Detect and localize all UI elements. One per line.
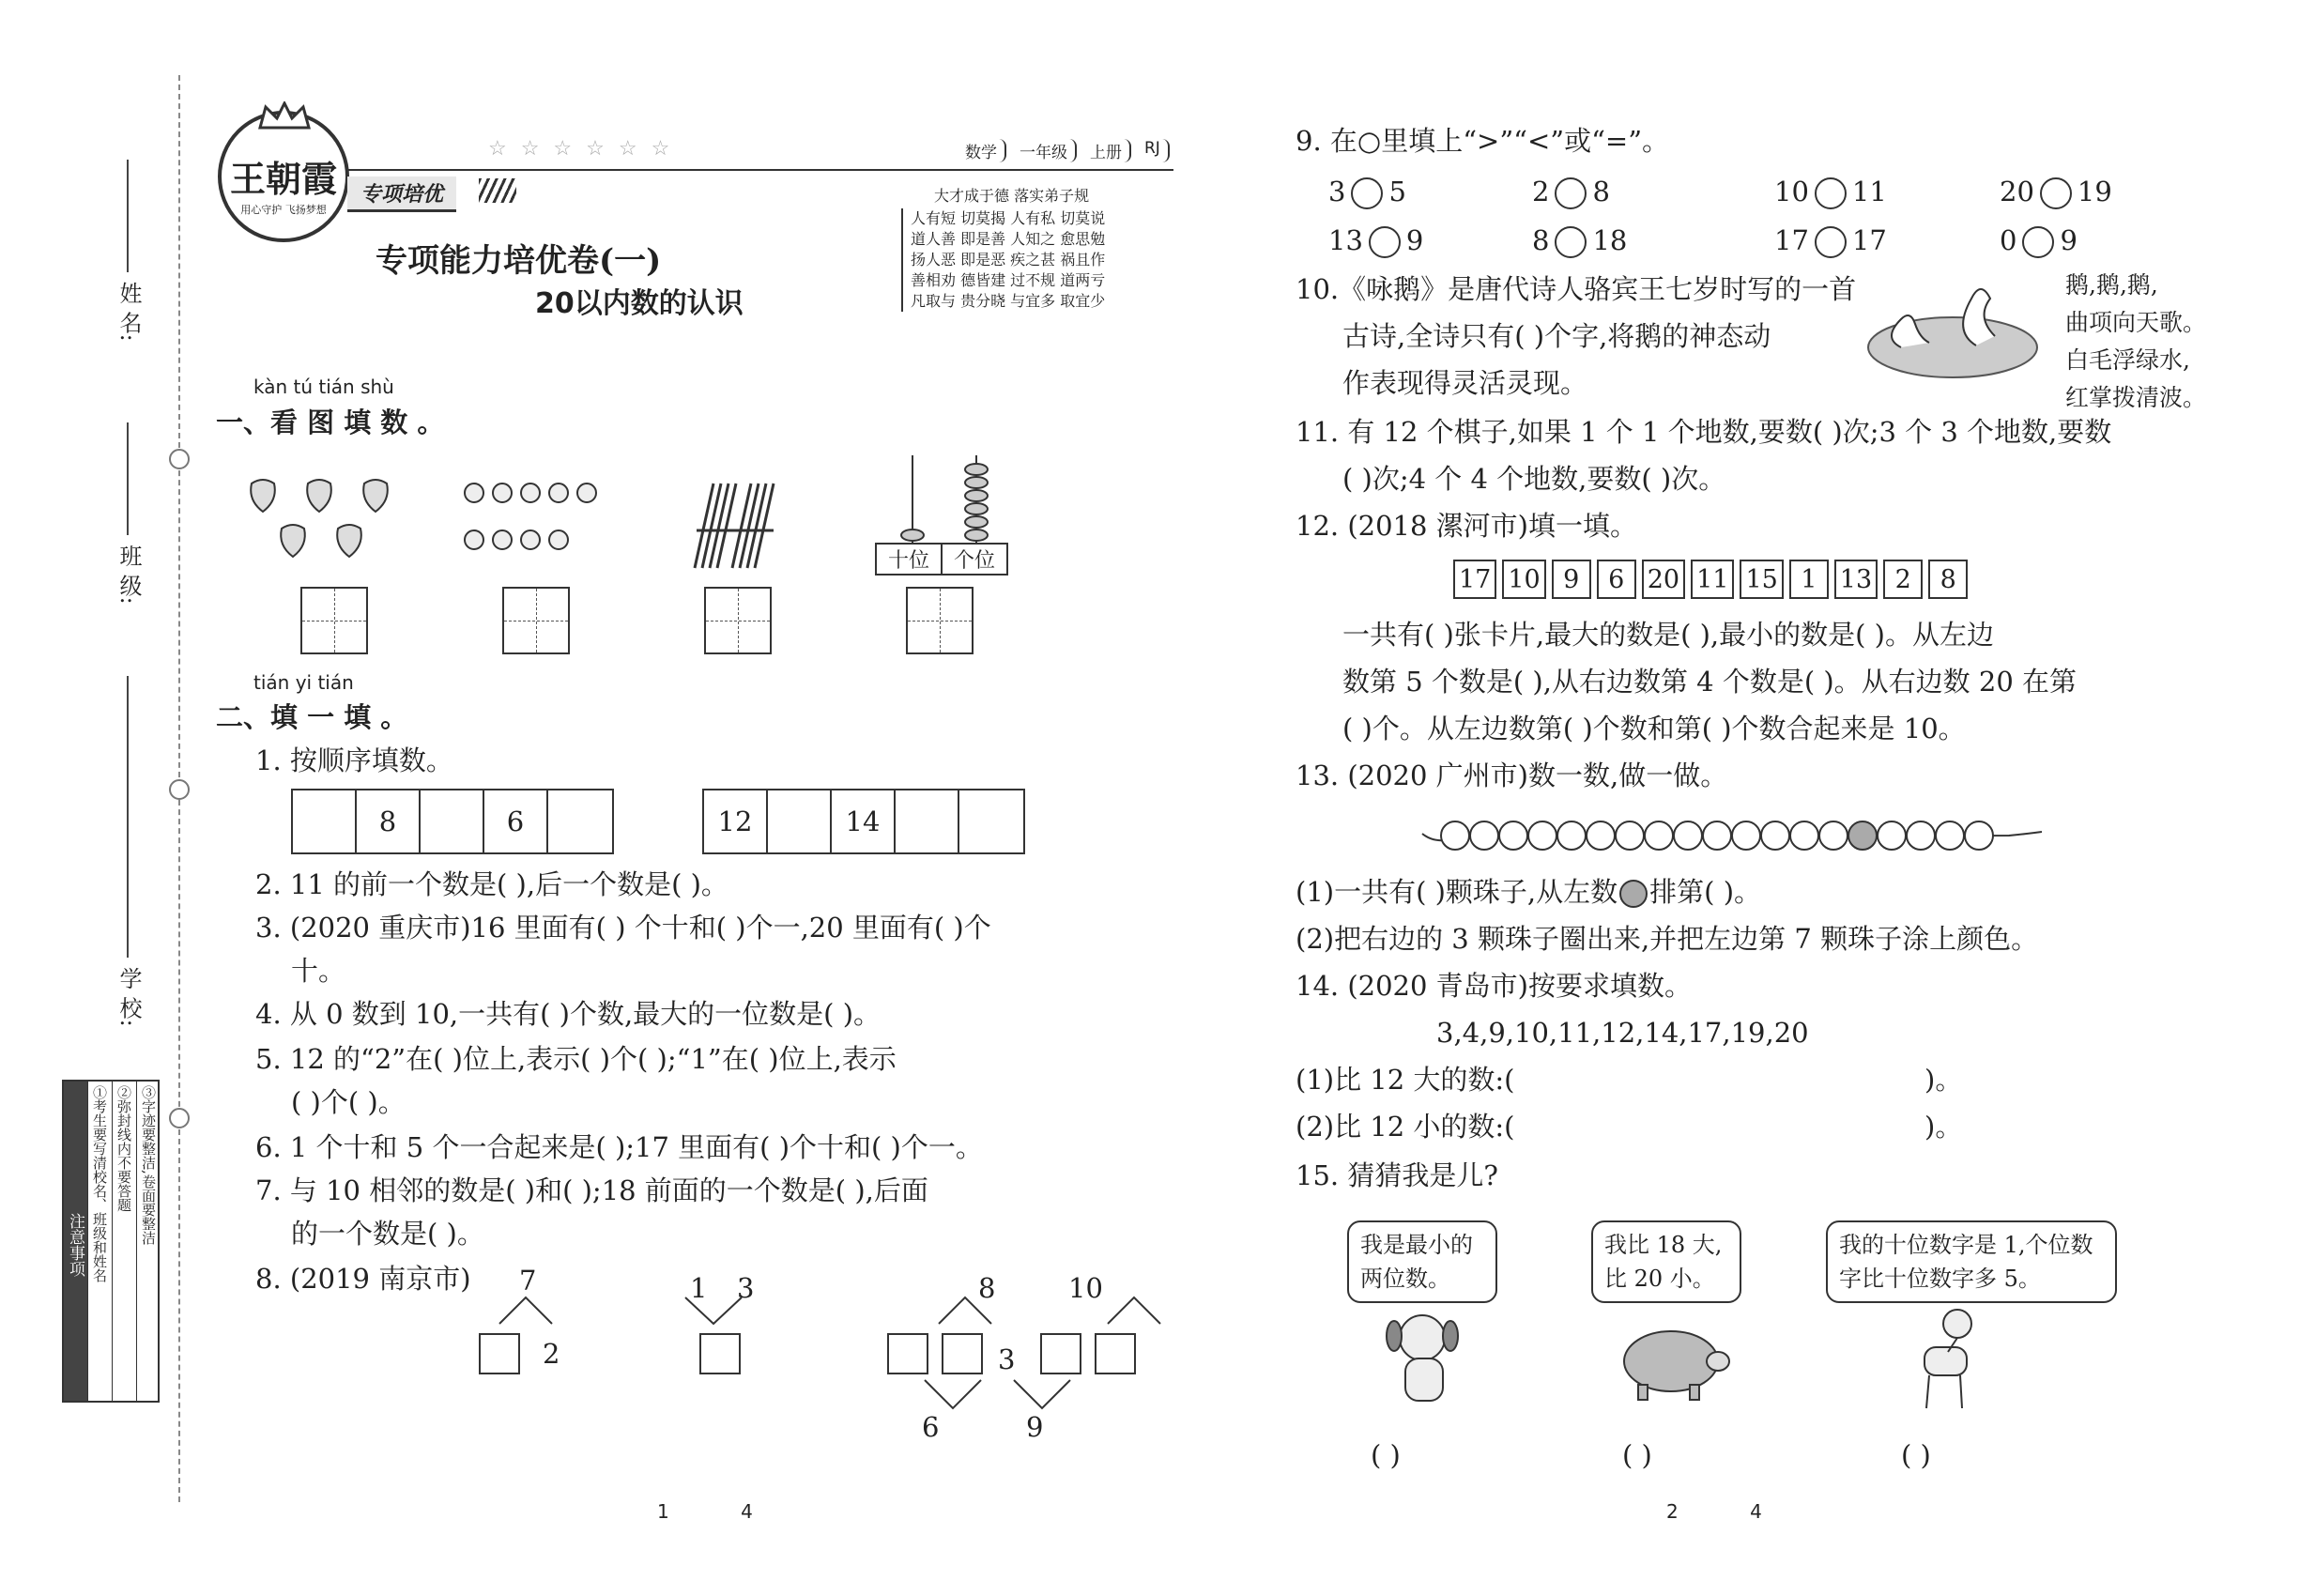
bead[interactable]: [1674, 821, 1702, 850]
q8-top-c: 8: [978, 1272, 996, 1304]
subject-tags: [958, 139, 1170, 162]
question-5: 5. 12 的“2”在( )位上,表示( )个( );“1”在( )位上,表示: [255, 1043, 897, 1075]
seq-cell[interactable]: [293, 790, 357, 852]
speech-bubble: 我的十位数字是 1,个位数字比十位数字多 5。: [1826, 1220, 2117, 1303]
question-11: 11. 有 12 个棋子,如果 1 个 1 个地数,要数( )次;3 个 3 个地数,要数: [1296, 416, 2112, 448]
page-number: 2: [1666, 1500, 1679, 1523]
seq-cell[interactable]: [896, 790, 959, 852]
edition-tag: RJ: [1137, 139, 1170, 162]
compare-circle[interactable]: [1555, 226, 1587, 258]
strawberries-picture: [244, 474, 404, 568]
question-14-a: (1)比 12 大的数:(: [1296, 1064, 1515, 1096]
speech-bubble: 我比 18 大,比 20 小。: [1591, 1220, 1741, 1303]
question-7: 7. 与 10 相邻的数是( )和( );18 前面的一个数是( ),后面: [255, 1174, 928, 1206]
grade-tag: 一年级: [1012, 139, 1077, 162]
q8-top-c2: 10: [1068, 1272, 1103, 1304]
question-15: 15. 猜猜我是儿?: [1296, 1159, 1498, 1191]
sticks-picture: [685, 479, 789, 573]
series-banner: 专项培优: [347, 176, 456, 212]
notice-item: ②弥封线内不要答题: [112, 1082, 136, 1401]
number-card: 9: [1552, 560, 1591, 599]
q8-left-b: 1: [690, 1272, 708, 1304]
bead[interactable]: [1645, 821, 1673, 850]
rating-stars: ☆ ☆ ☆ ☆ ☆ ☆: [488, 137, 674, 161]
number-card: 13: [1834, 560, 1878, 599]
bead[interactable]: [1557, 821, 1586, 850]
verse-line: 凡取与 贵分晓 与宜多 取宜少: [911, 292, 1106, 310]
ones-label: 个位: [953, 549, 995, 573]
question-12-c: ( )个。从左边数第( )个数和第( )个数合起来是 10。: [1342, 713, 1966, 744]
notice-item: ③字迹要整洁,卷面要整洁: [136, 1082, 161, 1401]
number-cards: [1453, 560, 1968, 599]
question-11-cont: ( )次;4 个 4 个地数,要数( )次。: [1342, 463, 1726, 495]
speech-bubble: 我是最小的两位数。: [1347, 1220, 1497, 1303]
question-12-a: 一共有( )张卡片,最大的数是( ),最小的数是( )。从左边: [1342, 619, 1994, 651]
bead[interactable]: [1616, 821, 1644, 850]
compare-item: 17 17: [1774, 224, 1887, 256]
verse-block: [901, 208, 1105, 312]
question-14: 14. (2020 青岛市)按要求填数。: [1296, 970, 1692, 1002]
number-card: 15: [1740, 560, 1783, 599]
question-13: 13. (2020 广州市)数一数,做一做。: [1296, 760, 1728, 791]
bead[interactable]: [1470, 821, 1498, 850]
brand-name: 王朝霞: [229, 158, 337, 200]
q8-top-a: 7: [519, 1265, 537, 1297]
section1-title: 一、看 图 填 数 。: [216, 407, 445, 438]
bead[interactable]: [1441, 821, 1469, 850]
section1-pinyin: kàn tú tián shù: [253, 376, 394, 398]
q8-right-a: 2: [543, 1338, 560, 1370]
bead[interactable]: [1790, 821, 1818, 850]
poem: [2065, 267, 2206, 417]
question-4: 4. 从 0 数到 10,一共有( )个数,最大的一位数是( )。: [255, 998, 882, 1030]
bead[interactable]: [1499, 821, 1527, 850]
poem-line: 红掌拨清波。: [2065, 384, 2207, 411]
answer-grid[interactable]: [704, 587, 772, 654]
question-7-cont: 的一个数是( )。: [291, 1218, 484, 1250]
birds-picture: [460, 474, 620, 568]
section2-title: 二、填 一 填 。: [216, 701, 408, 733]
seq-cell: 14: [832, 790, 896, 852]
question-2: 2. 11 的前一个数是( ),后一个数是( )。: [255, 868, 728, 900]
subject-tag: 数学: [958, 139, 1006, 162]
q8-answer-box[interactable]: [1095, 1333, 1136, 1374]
q8-answer-box[interactable]: [887, 1333, 928, 1374]
question-12-b: 数第 5 个数是( ),从右边数第 4 个数是( )。从右边数 20 在第: [1342, 666, 2078, 698]
compare-circle[interactable]: [2022, 226, 2054, 258]
question-10-cont: 作表现得灵活灵现。: [1342, 367, 1588, 399]
seq-cell: 6: [484, 790, 548, 852]
hole-mark: [169, 779, 190, 800]
question-12: 12. (2018 漯河市)填一填。: [1296, 510, 1637, 542]
number-card: 6: [1597, 560, 1636, 599]
page-total: 4: [741, 1500, 753, 1523]
q13a-text: (1)一共有( )颗珠子,从左数: [1296, 876, 1618, 908]
q8-answer-box[interactable]: [942, 1333, 983, 1374]
question-1: 1. 按顺序填数。: [255, 744, 453, 776]
hole-mark: [169, 1108, 190, 1128]
number-card: 2: [1883, 560, 1923, 599]
bead[interactable]: [1528, 821, 1556, 850]
q8-right-b: 3: [737, 1272, 755, 1304]
question-8: 8. (2019 南京市): [255, 1263, 471, 1295]
bead[interactable]: [1732, 821, 1760, 850]
puppy-picture: [1375, 1310, 1479, 1413]
motto: 大才成于德 落实弟子规: [934, 187, 1090, 205]
compare-item: 3 5: [1328, 176, 1406, 207]
q13a-text-end: 排第( )。: [1649, 876, 1762, 908]
question-13-b: (2)把右边的 3 颗珠子圈出来,并把左边第 7 颗珠子涂上颜色。: [1296, 923, 2039, 955]
poem-line: 白毛浮绿水,: [2065, 346, 2190, 374]
banner-stripes: [479, 178, 516, 203]
compare-circle[interactable]: [1815, 177, 1847, 209]
paper-subtitle: 20以内数的认识: [535, 287, 744, 320]
q8-bottom-2: 9: [1026, 1411, 1044, 1443]
question-6: 6. 1 个十和 5 个一合起来是( );17 里面有( )个十和( )个一。: [255, 1131, 983, 1163]
q8-answer-box[interactable]: [1040, 1333, 1081, 1374]
question-10-cont: 古诗,全诗只有( )个字,将鹅的神态动: [1342, 320, 1771, 352]
seq-cell[interactable]: [548, 790, 612, 852]
notice-title: 注意事项: [64, 1082, 87, 1401]
seq-cell[interactable]: [768, 790, 832, 852]
compare-item: 13 9: [1328, 224, 1424, 256]
name-field[interactable]: [127, 160, 129, 272]
compare-item: 10 11: [1774, 176, 1887, 207]
page-number: 1: [657, 1500, 669, 1523]
seq-cell[interactable]: [959, 790, 1023, 852]
question-10: 10.《咏鹅》是唐代诗人骆宾王七岁时写的一首: [1296, 273, 1857, 305]
school-label: 学 校:: [115, 967, 142, 1027]
tens-label: 十位: [877, 545, 943, 574]
bead[interactable]: [1965, 821, 1993, 850]
poem-line: 鹅,鹅,鹅,: [2065, 271, 2158, 299]
q8-answer-box[interactable]: [479, 1333, 520, 1374]
shaded-bead-icon: [1619, 880, 1648, 908]
poem-line: 曲项向天歌。: [2065, 309, 2207, 336]
compare-circle[interactable]: [1555, 177, 1587, 209]
bead-string: [1418, 807, 2047, 864]
compare-circle[interactable]: [1351, 177, 1383, 209]
q14b-close: )。: [1924, 1111, 1963, 1143]
notice-item: ①考生要写清校名、班级和姓名: [87, 1082, 112, 1401]
bead[interactable]: [1907, 821, 1935, 850]
verse-line: 善相劝 德皆建 过不规 道两亏: [911, 271, 1106, 289]
q8-mid-c: 3: [998, 1343, 1016, 1375]
sequence-row: [291, 789, 614, 854]
deer-picture: [1906, 1300, 1990, 1413]
term-tag: 上册: [1082, 139, 1131, 162]
bead[interactable]: [1848, 821, 1877, 850]
bead[interactable]: [1587, 821, 1615, 850]
question-14-b: (2)比 12 小的数:(: [1296, 1111, 1515, 1143]
question-13-a: [1296, 873, 1761, 911]
answer-blank[interactable]: ( ): [1622, 1439, 1652, 1471]
q14a-close: )。: [1924, 1064, 1963, 1096]
compare-circle[interactable]: [2040, 177, 2072, 209]
seq-cell: 12: [704, 790, 768, 852]
seq-cell[interactable]: [421, 790, 484, 852]
bead[interactable]: [1819, 821, 1848, 850]
left-page-number: [657, 1500, 753, 1523]
crown-icon: [256, 101, 313, 130]
number-card: 8: [1928, 560, 1968, 599]
compare-item: 20 19: [2000, 176, 2112, 207]
answer-grid[interactable]: [502, 587, 570, 654]
geese-picture: [1863, 272, 2042, 385]
question-5-cont: ( )个( )。: [291, 1086, 406, 1118]
bead[interactable]: [1936, 821, 1964, 850]
brand-logo: [218, 111, 349, 242]
pig-picture: [1615, 1319, 1737, 1404]
answer-blank[interactable]: ( ): [1371, 1439, 1401, 1471]
q8-bottom-1: 6: [922, 1411, 940, 1443]
verse-line: 人有短 切莫揭 人有私 切莫说: [911, 209, 1106, 227]
hole-mark: [169, 449, 190, 469]
compare-circle[interactable]: [1815, 226, 1847, 258]
bead[interactable]: [1761, 821, 1789, 850]
paper-title: 专项能力培优卷(一): [376, 242, 662, 280]
number-card: 1: [1789, 560, 1829, 599]
answer-grid[interactable]: [906, 587, 974, 654]
compare-item: 8 18: [1532, 224, 1628, 256]
right-page-number: [1666, 1500, 1762, 1523]
number-card: 20: [1642, 560, 1685, 599]
class-label: 班 级:: [115, 545, 142, 605]
number-card: 11: [1691, 560, 1734, 599]
seq-cell: 8: [357, 790, 421, 852]
q14-number-list: 3,4,9,10,11,12,14,17,19,20: [1436, 1017, 1809, 1049]
bead[interactable]: [1703, 821, 1731, 850]
compare-item: 0 9: [2000, 224, 2078, 256]
number-card: 17: [1453, 560, 1496, 599]
page-total: 4: [1750, 1500, 1762, 1523]
compare-circle[interactable]: [1369, 226, 1401, 258]
question-3-cont: 十。: [291, 955, 346, 987]
school-field[interactable]: [127, 676, 129, 958]
header-rule: [347, 169, 1173, 171]
verse-line: 扬人恶 即是恶 疾之甚 祸且作: [911, 251, 1106, 269]
answer-blank[interactable]: ( ): [1901, 1439, 1931, 1471]
q8-answer-box[interactable]: [699, 1333, 741, 1374]
question-3: 3. (2020 重庆市)16 里面有( ) 个十和( )个一,20 里面有( )个: [255, 912, 991, 944]
abacus-picture: [882, 451, 1004, 545]
section2-pinyin: tián yi tián: [253, 671, 354, 694]
class-field[interactable]: [127, 422, 129, 535]
verse-line: 道人善 即是善 人知之 愈思勉: [911, 230, 1106, 248]
brand-slogan: 用心守护 飞扬梦想: [240, 204, 327, 216]
answer-grid[interactable]: [300, 587, 368, 654]
sequence-row: [702, 789, 1025, 854]
compare-item: 2 8: [1532, 176, 1610, 207]
notice-box: [62, 1080, 160, 1403]
name-label: 姓 名:: [115, 282, 142, 342]
abacus-label-row: [875, 543, 1008, 575]
question-9: 9. 在○里填上“>”“<”或“=”。: [1296, 125, 1670, 157]
bead[interactable]: [1878, 821, 1906, 850]
number-card: 10: [1502, 560, 1545, 599]
